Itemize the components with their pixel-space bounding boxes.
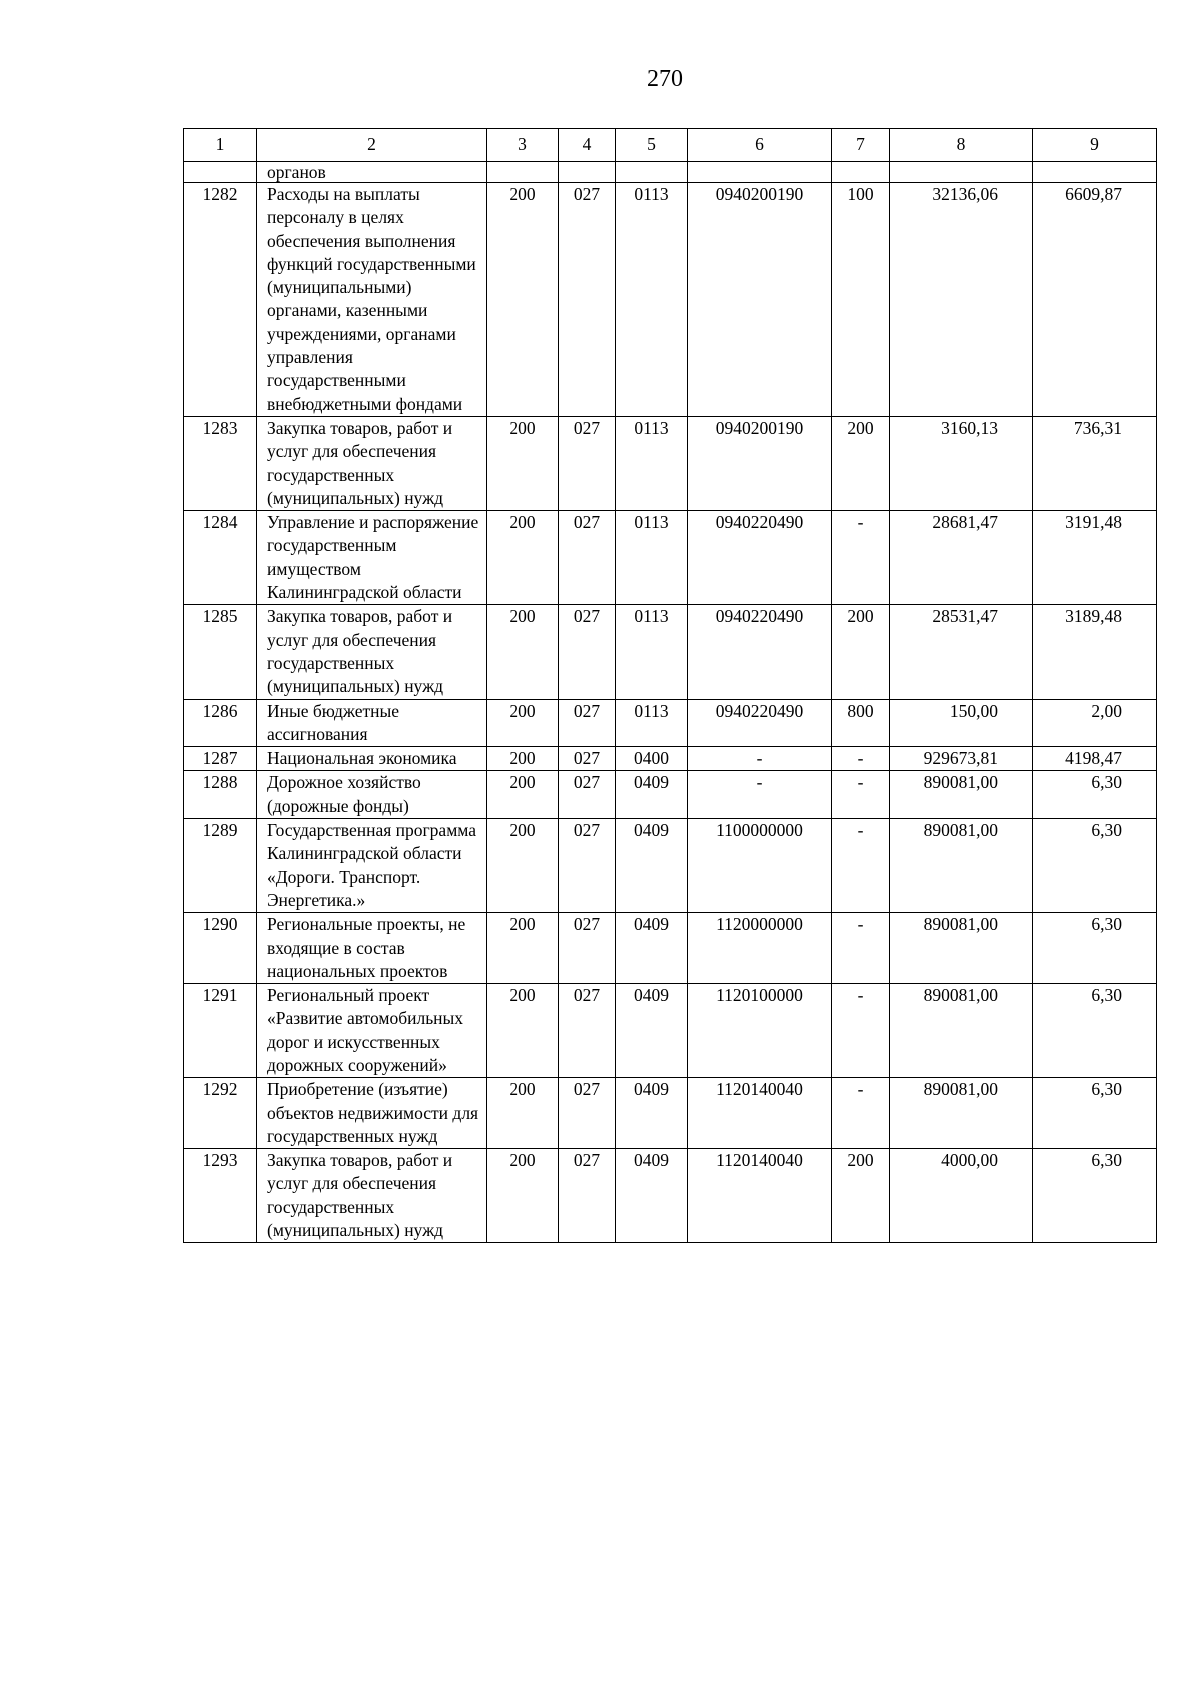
cell-num: 1292 [184, 1078, 257, 1149]
cell-name: Расходы на выплаты персоналу в целях обеспечения выполнения функций государственными (муниципальными) органами, казенными учреждениями, органами управления государственными внебюджетными фондами [257, 183, 487, 417]
cell-c8: 890081,00 [890, 771, 1033, 819]
cell-c8: 4000,00 [890, 1149, 1033, 1243]
cell-c9: 3189,48 [1033, 605, 1157, 699]
cell-c8: 890081,00 [890, 984, 1033, 1078]
cell-c4: 027 [559, 511, 616, 605]
column-header-2: 2 [257, 129, 487, 162]
cell-c6: 0940220490 [688, 699, 832, 747]
column-header-5: 5 [616, 129, 688, 162]
cell-c7: 200 [832, 1149, 890, 1243]
column-header-4: 4 [559, 129, 616, 162]
cell-c3: 200 [487, 747, 559, 771]
cell-c4 [559, 162, 616, 183]
cell-c8: 890081,00 [890, 819, 1033, 913]
cell-c3: 200 [487, 771, 559, 819]
cell-c3 [487, 162, 559, 183]
table-row [184, 984, 1157, 1078]
budget-table [183, 128, 1157, 1243]
cell-c7: 100 [832, 183, 890, 417]
cell-c4: 027 [559, 1078, 616, 1149]
cell-c6: 0940200190 [688, 416, 832, 510]
cell-c4: 027 [559, 699, 616, 747]
table-row [184, 511, 1157, 605]
cell-c3: 200 [487, 819, 559, 913]
cell-c3: 200 [487, 984, 559, 1078]
page-number: 270 [647, 66, 683, 92]
cell-c5: 0113 [616, 699, 688, 747]
cell-c9: 6,30 [1033, 913, 1157, 984]
cell-c9: 6,30 [1033, 984, 1157, 1078]
cell-c6: 1120140040 [688, 1078, 832, 1149]
cell-c3: 200 [487, 913, 559, 984]
cell-c7: - [832, 913, 890, 984]
cell-name: Государственная программа Калининградской области «Дороги. Транспорт. Энергетика.» [257, 819, 487, 913]
cell-num: 1289 [184, 819, 257, 913]
cell-name: Приобретение (изъятие) объектов недвижимости для государственных нужд [257, 1078, 487, 1149]
cell-c4: 027 [559, 747, 616, 771]
cell-c7: - [832, 747, 890, 771]
cell-c4: 027 [559, 819, 616, 913]
cell-name: Закупка товаров, работ и услуг для обеспечения государственных (муниципальных) нужд [257, 416, 487, 510]
cell-c3: 200 [487, 699, 559, 747]
cell-c6: 1120100000 [688, 984, 832, 1078]
table-row [184, 183, 1157, 417]
cell-c9: 6609,87 [1033, 183, 1157, 417]
cell-c5: 0113 [616, 605, 688, 699]
cell-name: Дорожное хозяйство (дорожные фонды) [257, 771, 487, 819]
cell-c8: 28531,47 [890, 605, 1033, 699]
cell-c9: 736,31 [1033, 416, 1157, 510]
cell-c4: 027 [559, 771, 616, 819]
cell-c6: - [688, 747, 832, 771]
cell-c5: 0113 [616, 416, 688, 510]
cell-c4: 027 [559, 183, 616, 417]
cell-c3: 200 [487, 605, 559, 699]
cell-c5: 0113 [616, 511, 688, 605]
cell-c7: 200 [832, 605, 890, 699]
cell-c9: 6,30 [1033, 771, 1157, 819]
cell-c5: 0409 [616, 1149, 688, 1243]
cell-name: Управление и распоряжение государственным имуществом Калининградской области [257, 511, 487, 605]
cell-num: 1287 [184, 747, 257, 771]
cell-c4: 027 [559, 984, 616, 1078]
cell-c4: 027 [559, 605, 616, 699]
table-body [184, 162, 1157, 1243]
column-header-8: 8 [890, 129, 1033, 162]
cell-c7: - [832, 1078, 890, 1149]
table-row [184, 1149, 1157, 1243]
column-header-3: 3 [487, 129, 559, 162]
cell-c7: - [832, 819, 890, 913]
cell-num: 1290 [184, 913, 257, 984]
table-row [184, 605, 1157, 699]
cell-c3: 200 [487, 416, 559, 510]
cell-c7 [832, 162, 890, 183]
cell-c9: 2,00 [1033, 699, 1157, 747]
cell-c7: - [832, 984, 890, 1078]
cell-num [184, 162, 257, 183]
cell-name: Закупка товаров, работ и услуг для обеспечения государственных (муниципальных) нужд [257, 1149, 487, 1243]
table-row [184, 747, 1157, 771]
column-header-6: 6 [688, 129, 832, 162]
cell-num: 1288 [184, 771, 257, 819]
cell-c3: 200 [487, 1149, 559, 1243]
table-row [184, 819, 1157, 913]
cell-c9: 6,30 [1033, 1078, 1157, 1149]
cell-c8: 3160,13 [890, 416, 1033, 510]
cell-c8 [890, 162, 1033, 183]
cell-c5: 0409 [616, 771, 688, 819]
cell-num: 1284 [184, 511, 257, 605]
table-row [184, 1078, 1157, 1149]
cell-c6 [688, 162, 832, 183]
cell-num: 1291 [184, 984, 257, 1078]
cell-c6: 0940220490 [688, 511, 832, 605]
cell-num: 1285 [184, 605, 257, 699]
cell-c9: 6,30 [1033, 819, 1157, 913]
column-header-7: 7 [832, 129, 890, 162]
table-row [184, 913, 1157, 984]
cell-c7: 200 [832, 416, 890, 510]
cell-c9: 4198,47 [1033, 747, 1157, 771]
cell-name: Региональные проекты, не входящие в состав национальных проектов [257, 913, 487, 984]
cell-c8: 890081,00 [890, 913, 1033, 984]
cell-c7: 800 [832, 699, 890, 747]
cell-c6: 0940200190 [688, 183, 832, 417]
cell-c5: 0409 [616, 913, 688, 984]
header-row [184, 129, 1157, 162]
cell-c8: 150,00 [890, 699, 1033, 747]
cell-name: органов [257, 162, 487, 183]
column-header-9: 9 [1033, 129, 1157, 162]
cell-c5: 0113 [616, 183, 688, 417]
cell-c9 [1033, 162, 1157, 183]
cell-c8: 890081,00 [890, 1078, 1033, 1149]
table-row [184, 699, 1157, 747]
cell-c8: 929673,81 [890, 747, 1033, 771]
cell-c9: 3191,48 [1033, 511, 1157, 605]
table-row [184, 771, 1157, 819]
table-header [184, 129, 1157, 162]
cell-c6: - [688, 771, 832, 819]
cell-num: 1282 [184, 183, 257, 417]
cell-num: 1286 [184, 699, 257, 747]
cell-name: Региональный проект «Развитие автомобильных дорог и искусственных дорожных сооружений» [257, 984, 487, 1078]
cell-c4: 027 [559, 913, 616, 984]
cell-c6: 1100000000 [688, 819, 832, 913]
cell-num: 1283 [184, 416, 257, 510]
cell-c4: 027 [559, 1149, 616, 1243]
cell-c4: 027 [559, 416, 616, 510]
cell-c5 [616, 162, 688, 183]
table-row [184, 416, 1157, 510]
cell-c3: 200 [487, 183, 559, 417]
cell-c5: 0409 [616, 984, 688, 1078]
cell-c7: - [832, 771, 890, 819]
cell-name: Закупка товаров, работ и услуг для обеспечения государственных (муниципальных) нужд [257, 605, 487, 699]
cell-c3: 200 [487, 1078, 559, 1149]
cell-c6: 0940220490 [688, 605, 832, 699]
cell-c3: 200 [487, 511, 559, 605]
cell-c8: 32136,06 [890, 183, 1033, 417]
cell-c8: 28681,47 [890, 511, 1033, 605]
cell-c9: 6,30 [1033, 1149, 1157, 1243]
cell-c5: 0400 [616, 747, 688, 771]
cell-num: 1293 [184, 1149, 257, 1243]
cell-name: Иные бюджетные ассигнования [257, 699, 487, 747]
cell-c6: 1120140040 [688, 1149, 832, 1243]
cell-name: Национальная экономика [257, 747, 487, 771]
cell-c5: 0409 [616, 819, 688, 913]
cell-c6: 1120000000 [688, 913, 832, 984]
cell-c5: 0409 [616, 1078, 688, 1149]
column-header-1: 1 [184, 129, 257, 162]
cell-c7: - [832, 511, 890, 605]
continuation-row [184, 162, 1157, 183]
